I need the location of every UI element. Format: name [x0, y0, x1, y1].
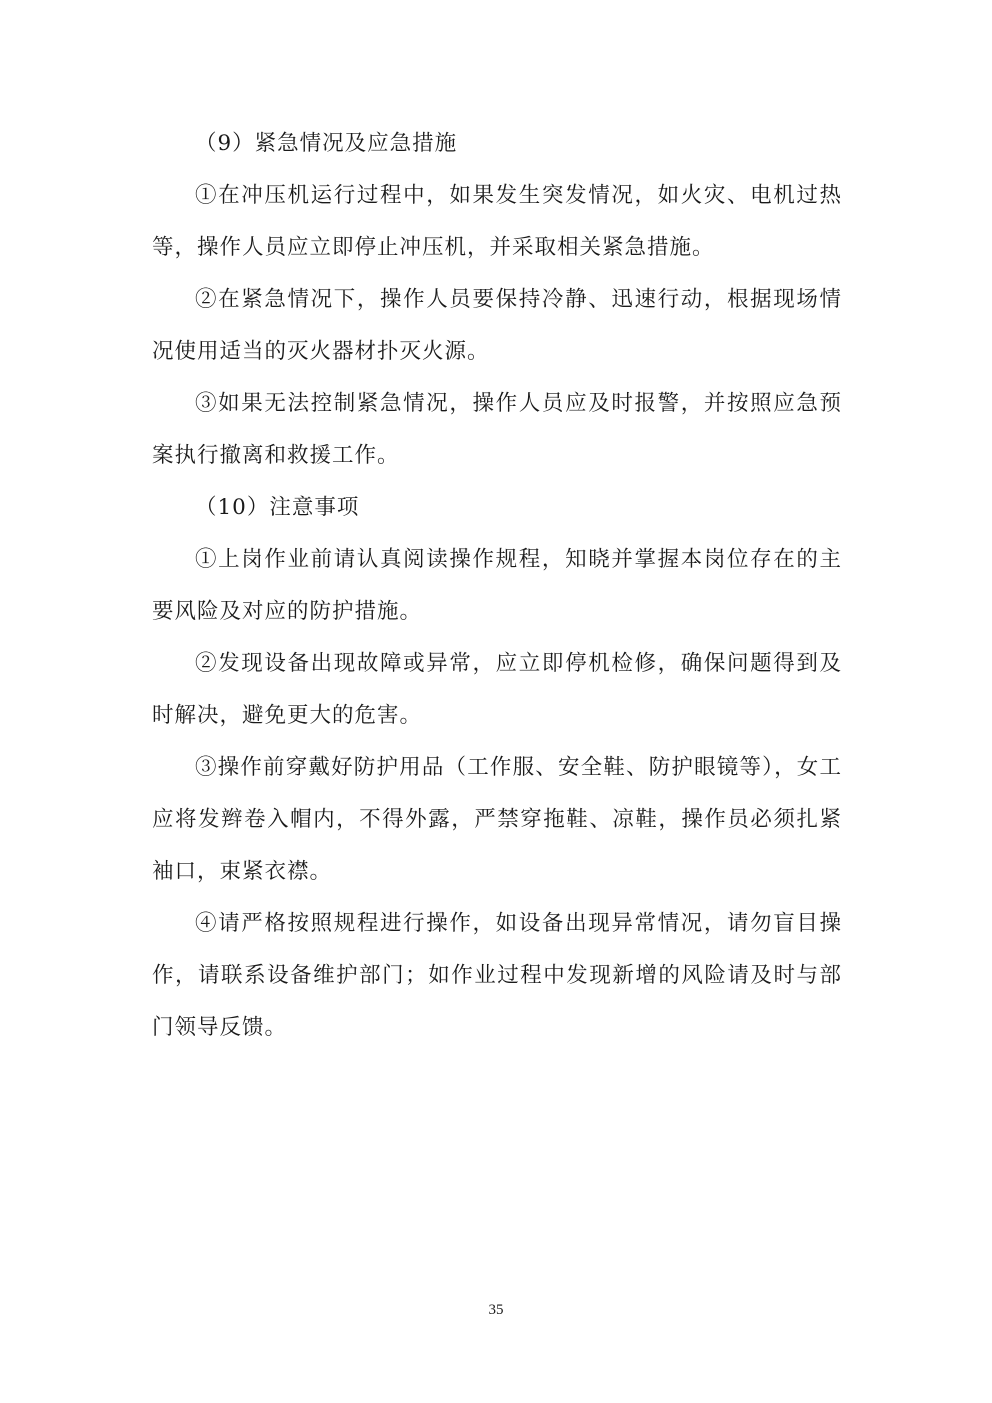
emergency-item-2: ②在紧急情况下，操作人员要保持冷静、迅速行动，根据现场情况使用适当的灭火器材扑灭火源。 [152, 287, 842, 364]
document-body [152, 118, 842, 1054]
emergency-item-1: ①在冲压机运行过程中，如果发生突发情况，如火灾、电机过热等，操作人员应立即停止冲压机，并采取相关紧急措施。 [152, 183, 842, 260]
emergency-item-3: ③如果无法控制紧急情况，操作人员应及时报警，并按照应急预案执行撤离和救援工作。 [152, 391, 842, 468]
page-number: 35 [488, 1302, 504, 1318]
section-heading-emergency: （9）紧急情况及应急措施 [195, 131, 458, 156]
precaution-item-3: ③操作前穿戴好防护用品（工作服、安全鞋、防护眼镜等），女工应将发辫卷入帽内，不得外露，严禁穿拖鞋、凉鞋，操作员必须扎紧袖口，束紧衣襟。 [152, 755, 842, 884]
precaution-item-1: ①上岗作业前请认真阅读操作规程，知晓并掌握本岗位存在的主要风险及对应的防护措施。 [152, 547, 842, 624]
section-heading-precautions: （10）注意事项 [195, 495, 360, 520]
precaution-item-2: ②发现设备出现故障或异常，应立即停机检修，确保问题得到及时解决，避免更大的危害。 [152, 651, 842, 728]
precaution-item-4: ④请严格按照规程进行操作，如设备出现异常情况，请勿盲目操作，请联系设备维护部门；如作业过程中发现新增的风险请及时与部门领导反馈。 [152, 911, 842, 1040]
